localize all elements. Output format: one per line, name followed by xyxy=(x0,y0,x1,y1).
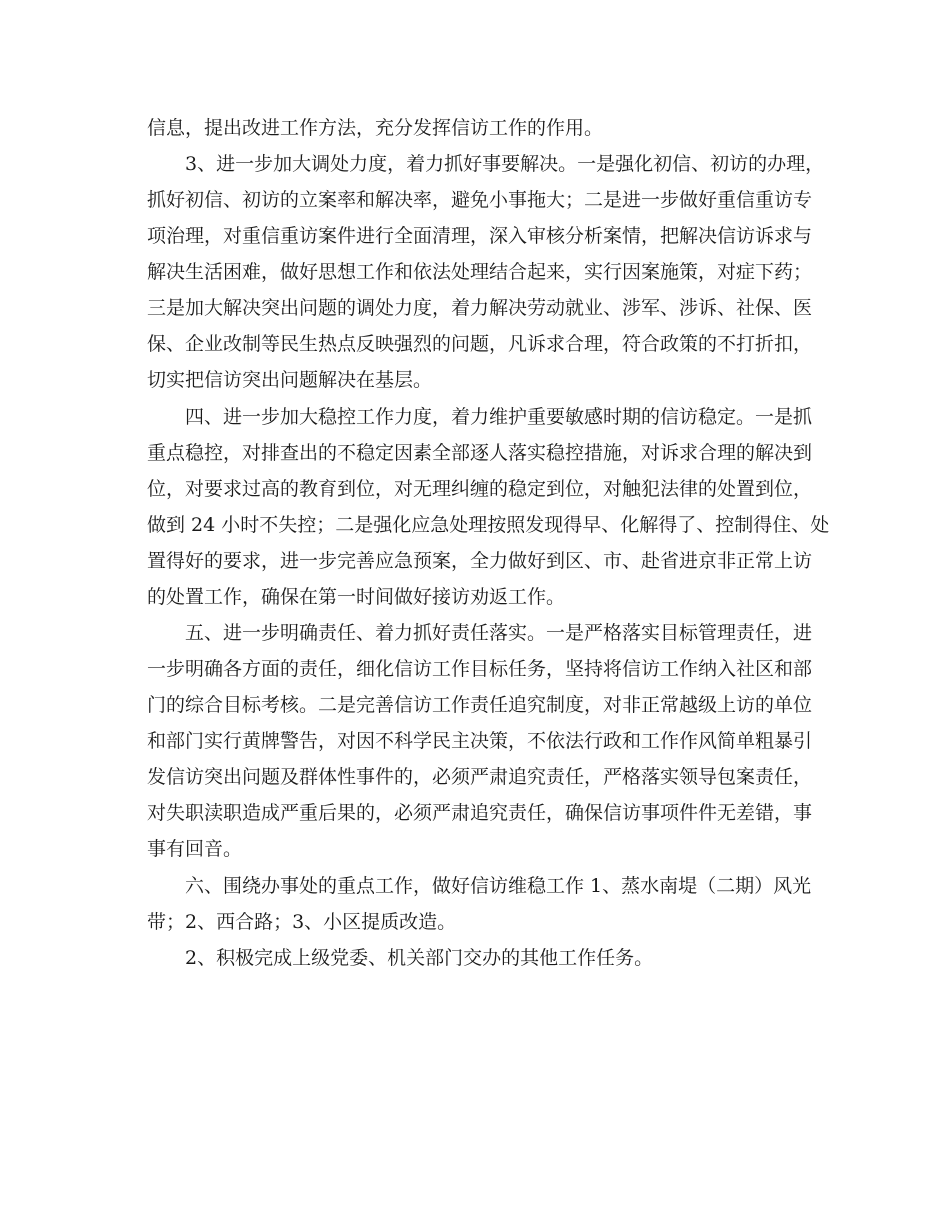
paragraph-line: 门的综合目标考核。二是完善信访工作责任追究制度，对非正常越级上访的单位 xyxy=(147,694,813,716)
paragraph-line: 置得好的要求，进一步完善应急预案，全力做好到区、市、赴省进京非正常上访 xyxy=(147,550,813,572)
paragraph-line: 位，对要求过高的教育到位，对无理纠缠的稳定到位，对触犯法律的处置到位， xyxy=(147,478,813,500)
paragraph-line: 保、企业改制等民生热点反映强烈的问题，凡诉求合理，符合政策的不打折扣， xyxy=(147,333,813,355)
paragraph-line: 做到 24 小时不失控；二是强化应急处理按照发现得早、化解得了、控制得住、处 xyxy=(147,514,830,536)
paragraph-line: 2、积极完成上级党委、机关部门交办的其他工作任务。 xyxy=(185,947,654,969)
paragraph-line: 项治理，对重信重访案件进行全面清理，深入审核分析案情，把解决信访诉求与 xyxy=(147,225,813,247)
paragraph-line: 三是加大解决突出问题的调处力度，着力解决劳动就业、涉军、涉诉、社保、医 xyxy=(147,297,813,319)
paragraph-line: 抓好初信、初访的立案率和解决率，避免小事拖大；二是进一步做好重信重访专 xyxy=(147,189,813,211)
paragraph-line: 解决生活困难，做好思想工作和依法处理结合起来，实行因案施策，对症下药； xyxy=(147,261,813,283)
paragraph-line: 和部门实行黄牌警告，对因不科学民主决策，不依法行政和工作作风简单粗暴引 xyxy=(147,730,813,752)
paragraph-line: 五、进一步明确责任、着力抓好责任落实。一是严格落实目标管理责任，进 xyxy=(185,622,813,644)
paragraph-line: 事有回音。 xyxy=(147,838,243,860)
paragraph-line: 3、进一步加大调处力度，着力抓好事要解决。一是强化初信、初访的办理， xyxy=(185,153,825,175)
paragraph-line: 信息，提出改进工作方法，充分发挥信访工作的作用。 xyxy=(147,117,604,139)
paragraph-line: 一步明确各方面的责任，细化信访工作目标任务，坚持将信访工作纳入社区和部 xyxy=(147,658,813,680)
paragraph-line: 重点稳控，对排查出的不稳定因素全部逐人落实稳控措施，对诉求合理的解决到 xyxy=(147,442,813,464)
paragraph-line: 六、围绕办事处的重点工作，做好信访维稳工作 1、蒸水南堤（二期）风光 xyxy=(185,875,812,897)
paragraph-line: 的处置工作，确保在第一时间做好接访劝返工作。 xyxy=(147,586,566,608)
paragraph-line: 对失职渎职造成严重后果的，必须严肃追究责任，确保信访事项件件无差错，事 xyxy=(147,802,813,824)
paragraph-line: 切实把信访突出问题解决在基层。 xyxy=(147,369,433,391)
paragraph-line: 带；2、西合路；3、小区提质改造。 xyxy=(147,911,457,933)
paragraph-line: 发信访突出问题及群体性事件的，必须严肃追究责任，严格落实领导包案责任， xyxy=(147,766,813,788)
paragraph-line: 四、进一步加大稳控工作力度，着力维护重要敏感时期的信访稳定。一是抓 xyxy=(185,406,813,428)
